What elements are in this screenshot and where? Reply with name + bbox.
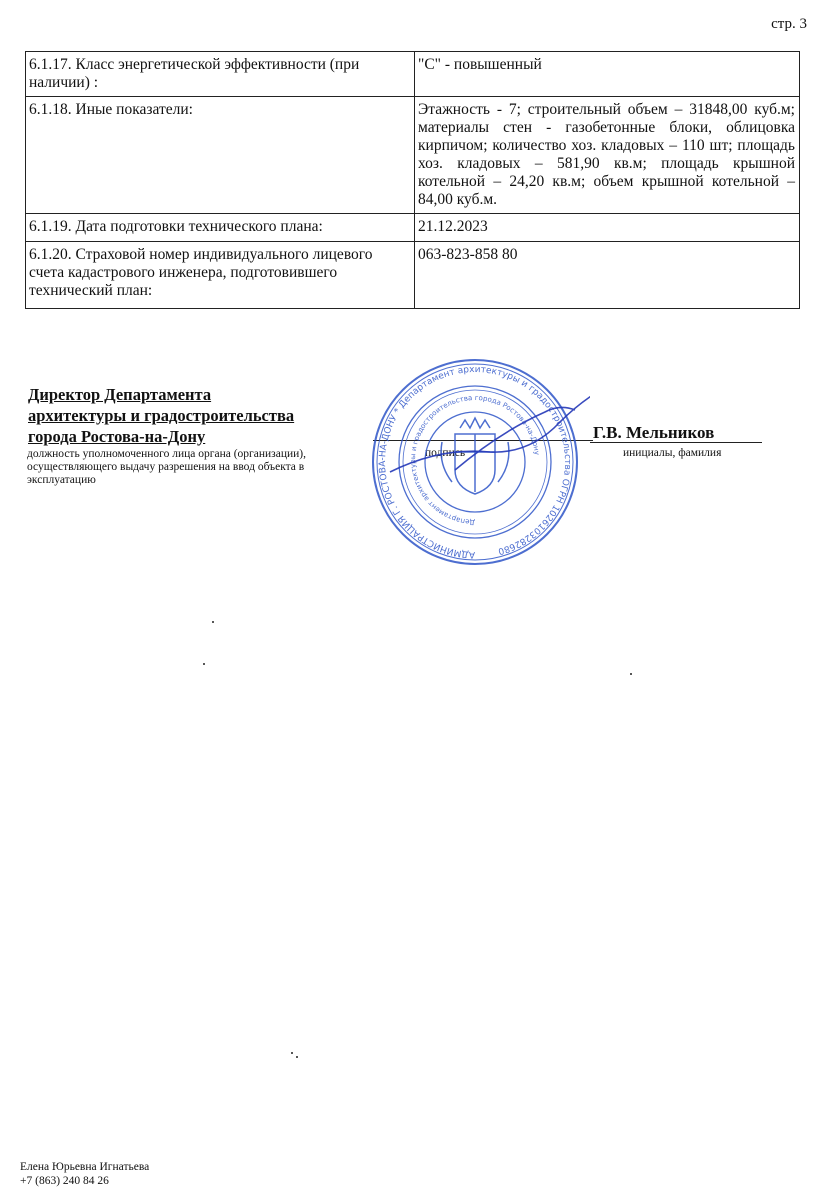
official-position-title: [28, 384, 294, 447]
position-caption: должность уполномоченного лица органа (организации), осуществляющего выдачу разрешения на ввод объекта в эксплуатацию: [27, 448, 306, 486]
table-row: [26, 97, 800, 214]
position-line: города Ростова-на-Дону: [28, 427, 206, 446]
table-row: [26, 52, 800, 97]
row-value: Этажность - 7; строительный объем – 31848,00 куб.м; материалы стен - газобетонные блоки, облицовка кирпичом; количество хоз. кладовых – 110 шт; площадь хоз. кладовых – 581,90 кв.м; площадь крышной котельной – 24,20 кв.м; объем крышной котельной – 84,00 куб.м.: [415, 97, 800, 214]
position-line: архитектуры и градостроительства: [28, 406, 295, 425]
row-label: 6.1.18. Иные показатели:: [26, 97, 415, 214]
scan-speck: [291, 1052, 293, 1054]
table-row: [26, 214, 800, 242]
row-label: 6.1.17. Класс энергетической эффективности (при наличии) :: [26, 52, 415, 97]
stamp-inner-text: Департамент архитектуры и градостроительства города Ростова-на-Дону: [409, 393, 541, 527]
scan-speck: [212, 621, 214, 623]
footer-contact: [20, 1160, 149, 1188]
name-caption: инициалы, фамилия: [623, 447, 722, 459]
properties-table: [25, 51, 800, 309]
row-label: 6.1.19. Дата подготовки технического плана:: [26, 214, 415, 242]
row-value: 21.12.2023: [415, 214, 800, 242]
row-value: "С" - повышенный: [415, 52, 800, 97]
official-seal-stamp: [360, 352, 590, 572]
coat-of-arms-emblem: [441, 418, 509, 494]
page-number: стр. 3: [771, 16, 807, 32]
scan-speck: [296, 1056, 298, 1058]
table-row: [26, 242, 800, 309]
footer-phone: +7 (863) 240 84 26: [20, 1175, 109, 1187]
stamp-outer-text: АДМИНИСТРАЦИЯ Г. РОСТОВА-НА-ДОНУ * Департамент архитектуры и градостроительства ОГРН 1026103282680: [378, 364, 573, 560]
scan-speck: [203, 663, 205, 665]
signatory-name: Г.В. Мельников: [593, 423, 715, 442]
name-underline: [590, 442, 762, 443]
row-label: 6.1.20. Страховой номер индивидуального лицевого счета кадастрового инженера, подготовившего технический план:: [26, 242, 415, 309]
position-line: Директор Департамента: [28, 385, 212, 404]
footer-name: Елена Юрьевна Игнатьева: [20, 1161, 150, 1173]
signature-caption: подпись: [425, 447, 466, 459]
row-value: 063-823-858 80: [415, 242, 800, 309]
scan-speck: [630, 673, 632, 675]
